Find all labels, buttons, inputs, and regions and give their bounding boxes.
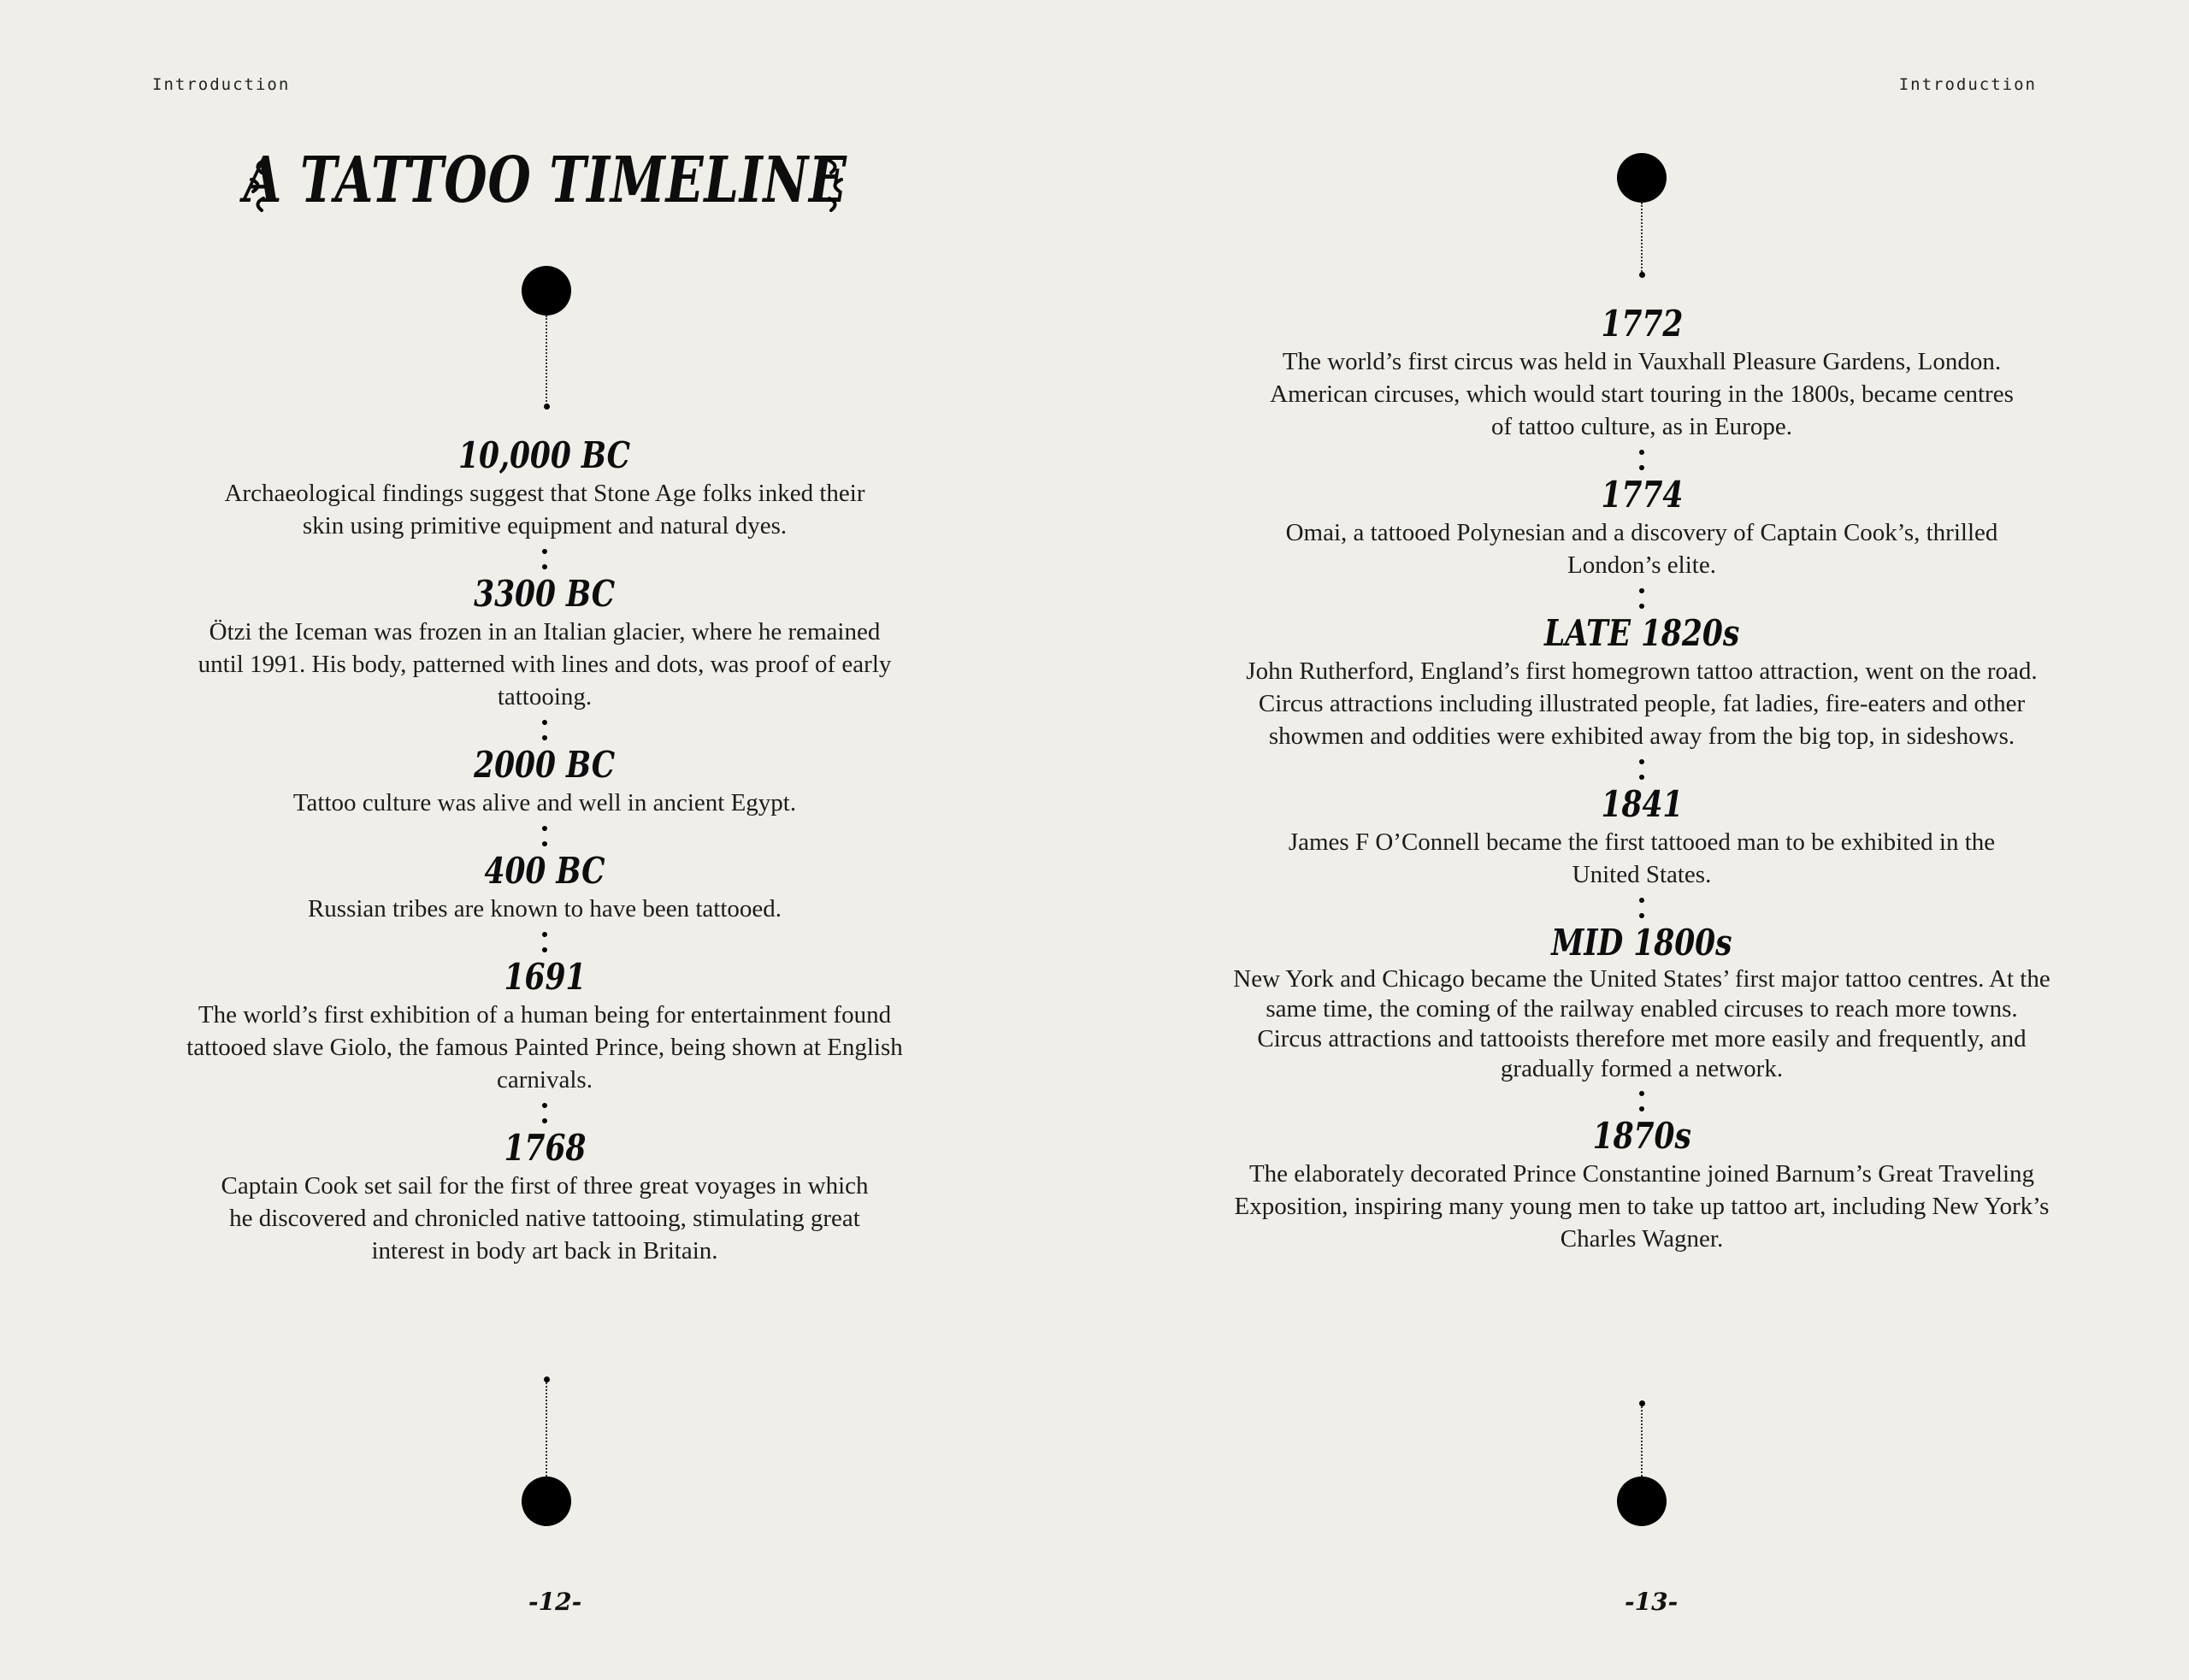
entry-year: 1772 bbox=[1601, 303, 1683, 345]
entry-year: 2000 BC bbox=[474, 744, 616, 786]
timeline-end-dot-icon bbox=[544, 404, 550, 410]
timeline-entry bbox=[1214, 612, 2069, 752]
entry-year: 1691 bbox=[504, 956, 586, 998]
entry-year: LATE 1820s bbox=[1543, 612, 1740, 654]
timeline-entry bbox=[1214, 922, 2069, 1084]
timeline-entry bbox=[117, 744, 972, 819]
entry-year: MID 1800s bbox=[1551, 922, 1732, 964]
separator bbox=[117, 713, 972, 747]
separator bbox=[1214, 443, 2069, 477]
timeline-entry bbox=[1214, 1115, 2069, 1255]
entry-text: James F O’Connell became the first tattooed man to be exhibited in the United States. bbox=[1288, 828, 1996, 888]
timeline-entry bbox=[1214, 783, 2069, 891]
timeline-entry bbox=[117, 434, 972, 542]
entry-year: 1768 bbox=[504, 1127, 586, 1169]
separator bbox=[1214, 891, 2069, 925]
running-head: Introduction bbox=[1898, 75, 2037, 94]
entry-text: Ötzi the Iceman was frozen in an Italian glacier, where he remained until 1991. His body, patterned with lines and dots, was proof of early tattooing. bbox=[198, 618, 892, 710]
separator bbox=[117, 819, 972, 853]
timeline-right bbox=[1214, 303, 2069, 1255]
timeline-stem bbox=[1641, 1406, 1643, 1477]
entry-text: Russian tribes are known to have been tattooed. bbox=[307, 895, 782, 923]
left-page bbox=[0, 0, 1094, 1680]
timeline-end-dot-icon bbox=[1639, 1400, 1645, 1406]
page-number: -13- bbox=[1625, 1588, 1679, 1616]
timeline-stem bbox=[1641, 203, 1643, 275]
entry-year: 1774 bbox=[1601, 474, 1683, 516]
timeline-entry bbox=[117, 956, 972, 1096]
entry-text: Omai, a tattooed Polynesian and a discovery of Captain Cook’s, thrilled London’s elite. bbox=[1285, 519, 1998, 579]
entry-year: 3300 BC bbox=[474, 573, 616, 615]
timeline-bottom-dot-icon bbox=[522, 1477, 571, 1526]
separator bbox=[1214, 752, 2069, 787]
entry-text: Archaeological findings suggest that Stone Age folks inked their skin using primitive equipment and natural dyes. bbox=[224, 480, 865, 539]
entry-year: 1841 bbox=[1601, 783, 1683, 825]
entry-text: New York and Chicago became the United States’ first major tattoo centres. At the same time, the coming of the railway enabled circuses to reach more towns. Circus attractions and tattooists therefore met more easily and frequently, and gradually formed a network. bbox=[1233, 965, 2050, 1082]
entry-text: Tattoo culture was alive and well in ancient Egypt. bbox=[292, 789, 797, 816]
separator bbox=[117, 542, 972, 576]
right-flourish-icon bbox=[823, 157, 848, 217]
timeline-entry bbox=[1214, 474, 2069, 581]
entry-year: 400 BC bbox=[484, 850, 605, 892]
running-head: Introduction bbox=[152, 75, 291, 94]
page-number: -12- bbox=[528, 1588, 582, 1616]
entry-year: 10,000 BC bbox=[458, 434, 631, 476]
timeline-end-dot-icon bbox=[544, 1376, 550, 1382]
entry-text: John Rutherford, England’s first homegrown tattoo attraction, went on the road. Circus attractions including illustrated people, fat ladies, fire-eaters and other showmen and oddities were exhibited away from the big top, in sideshows. bbox=[1246, 657, 2038, 750]
entry-year: 1870s bbox=[1592, 1115, 1691, 1157]
right-page bbox=[1094, 0, 2189, 1680]
entry-text: Captain Cook set sail for the first of three great voyages in which he discovered and chronicled native tattooing, stimulating great interest in body art back in Britain. bbox=[221, 1172, 869, 1264]
timeline-entry bbox=[1214, 303, 2069, 443]
page-title: A TATTOO TIMELINE bbox=[243, 144, 847, 217]
separator bbox=[1214, 1084, 2069, 1118]
timeline-top-dot-icon bbox=[1617, 153, 1667, 203]
entry-text: The world’s first circus was held in Vauxhall Pleasure Gardens, London. American circuses, which would start touring in the 1800s, became centres of tattoo culture, as in Europe. bbox=[1270, 348, 2014, 440]
timeline-entry bbox=[117, 1127, 972, 1267]
timeline-entry bbox=[117, 850, 972, 925]
timeline-stem bbox=[546, 315, 547, 405]
timeline-left bbox=[117, 434, 972, 1267]
timeline-bottom-dot-icon bbox=[1617, 1477, 1667, 1526]
separator bbox=[1214, 581, 2069, 616]
timeline-end-dot-icon bbox=[1639, 272, 1645, 278]
separator bbox=[117, 1096, 972, 1130]
timeline-top-dot-icon bbox=[522, 266, 571, 315]
separator bbox=[117, 925, 972, 959]
entry-text: The elaborately decorated Prince Constantine joined Barnum’s Great Traveling Exposition, inspiring many young men to take up tattoo art, including New York’s Charles Wagner. bbox=[1234, 1160, 2050, 1253]
entry-text: The world’s first exhibition of a human being for entertainment found tattooed slave Giolo, the famous Painted Prince, being shown at English carnivals. bbox=[186, 1001, 903, 1093]
timeline-stem bbox=[546, 1382, 547, 1477]
timeline-entry bbox=[117, 573, 972, 713]
